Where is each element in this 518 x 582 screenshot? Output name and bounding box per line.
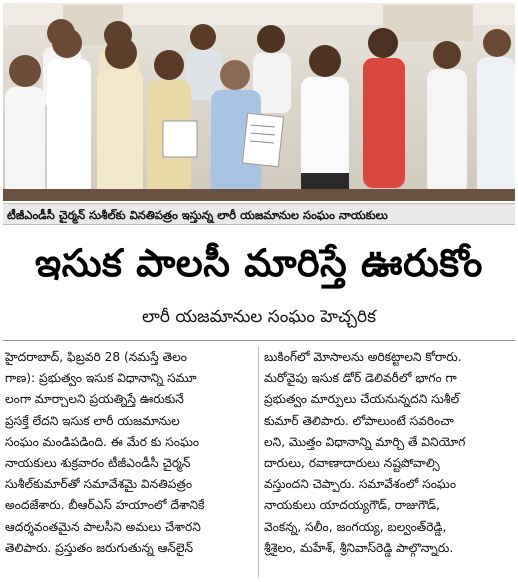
group-photo-icon [3,3,515,201]
article-column-right [264,347,514,579]
article-line: దారులు, రవాణాదారులు నష్టపోవాల్సి [264,455,440,470]
article-line: ప్రసక్తే లేదని ఇసుక లారీ యజమానుల [5,413,180,428]
article-line: సుశీల్‌కుమార్‌తో సమావేశమై వినతిపత్రం [5,477,193,492]
subheadline: లారీ యజమానుల సంఘం హెచ్చరిక [142,307,376,327]
article-line: నాయకులు శుక్రవారం టీజీఎండీసీ చైర్మన్‌ [5,455,191,470]
article-line: శ్రీశైలం, మహేశ్‌, శ్రీనివాస్‌రెడ్డి పాల్గొన్నారు. [264,540,454,555]
article-line: హైదరాబాద్‌, ఫిబ్రవరి 28 (నమస్తే తెలం [5,350,187,364]
article-line: నాయకులు యాదయ్యగౌడ్‌, రాజుగౌడ్‌, [264,498,440,513]
article-line: సంఘం మండిపడింది. ఈ మేర కు సంఘం [5,434,200,449]
article-line: ప్రభుత్వం మార్పులు చేయనున్నదని సుశీల్‌ [264,392,460,407]
article-line: లని, మొత్తం విధానాన్ని మార్చి తే వినియోగ [264,434,466,449]
article-line: ఆదర్శవంతమైన పాలసీని అమలు చేశారని [5,519,201,534]
article-line: అందజేశారు. బీఆర్‌ఎస్‌ హయాంలో దేశానికే [5,498,205,513]
article-line: కుమార్‌ తెలిపారు. లోపాలుంటే సవరించా [264,413,454,428]
photo-caption: టీజీఎండీసీ చైర్మన్‌ సుశీల్‌కు వినతిపత్రం ఇస్తున్న లారీ యజమానుల సంఘం నాయకులు [3,203,515,225]
column-divider [258,347,259,577]
article-column-left [5,347,255,579]
article-line: వెంకన్న, సలీం, జంగయ్య, బల్వంత్‌రెడ్డి, [264,519,447,534]
article-line: తెలిపారు. ప్రస్తుతం జరుగుతున్న ఆన్‌లైన్‌ [5,540,194,555]
article-line: లంగా మార్చాలని ప్రయత్నిస్తే ఊరుకునే [5,392,184,407]
article-line: మరోవైపు ఇసుక డోర్‌ డెలివరీలో భాగం గా [264,371,457,386]
article-line: వస్తుందని చెప్పారు. సమావేశంలో సంఘం [264,477,456,492]
group-photo [3,3,515,201]
divider [3,340,515,341]
article-line: గాణ): ప్రభుత్వం ఇసుక విధానాన్ని సమూ [5,371,197,386]
article-line: బుకింగ్‌లో మోసాలను అరికట్టాలని కోరారు. [264,350,462,364]
headline: ఇసుక పాలసీ మారిస్తే ఊరుకోం [35,241,483,285]
